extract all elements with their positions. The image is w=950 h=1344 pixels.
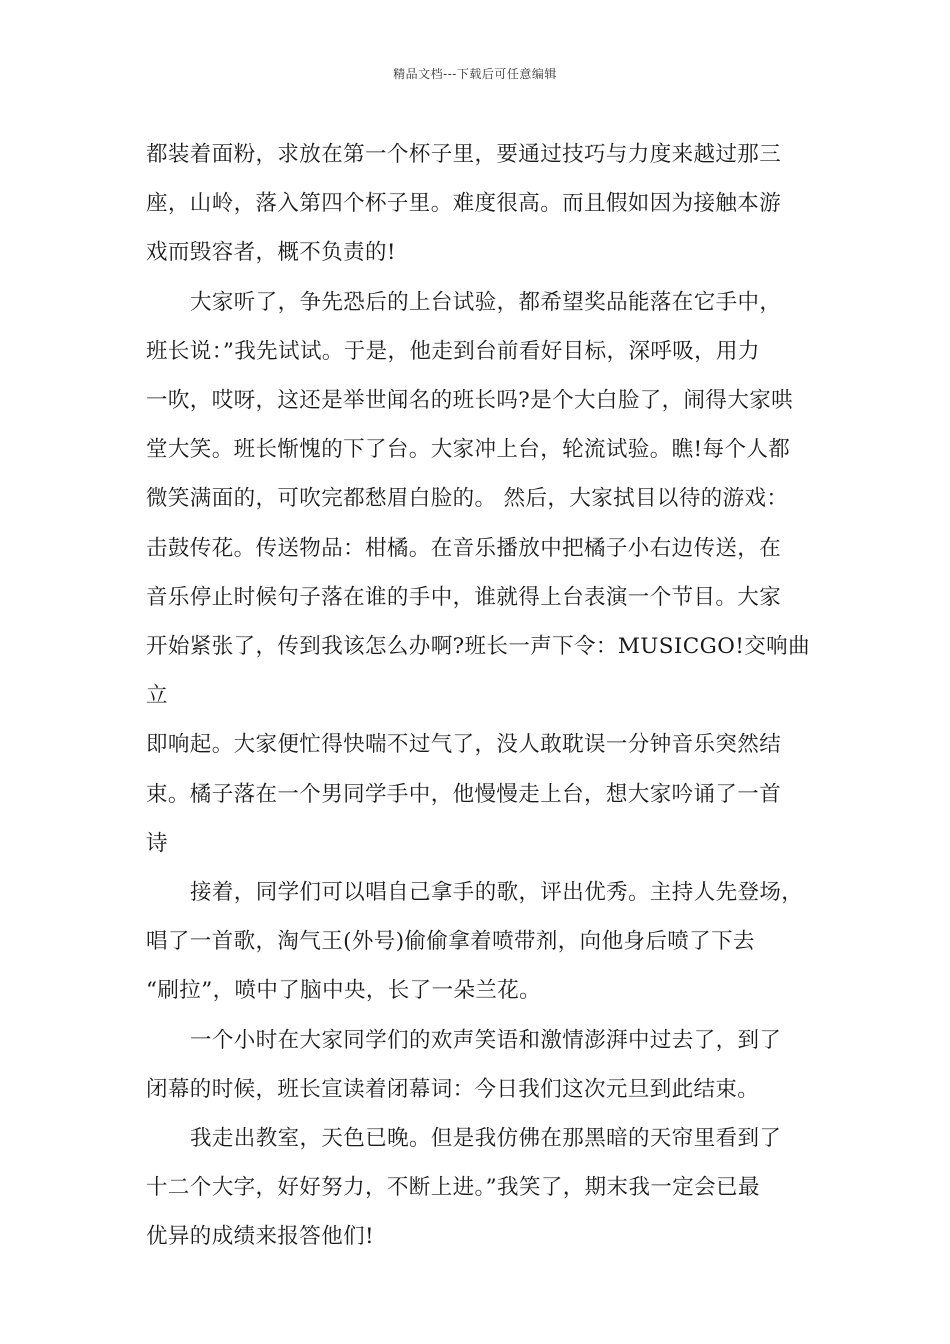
text-line: 唱了一首歌，淘气王(外号)偷偷拿着喷带剂，向他身后喷了下去 [146,929,755,955]
text-line: 即响起。大家便忙得快喘不过气了，没人敢耽误一分钟音乐突然结 [146,732,782,758]
paragraph [146,1114,810,1262]
text-line: 接着，同学们可以唱自己拿手的歌，评出优秀。主持人先登场， [190,880,804,906]
text-line: “刷拉”，喷中了脑中央，长了一朵兰花。 [146,978,542,1004]
text-line: 一吹，哎呀，这还是举世闻名的班长吗?是个大白脸了，闹得大家哄 [146,388,794,414]
text-line: 十二个大字，好好努力，不断上进。”我笑了，期末我一定会已最 [146,1175,760,1201]
text-line: 座，山岭，落入第四个杯子里。难度很高。而且假如因为接触本游 [146,191,782,217]
text-line: 戏而毁容者，概不负责的! [146,240,396,266]
text-line: 堂大笑。班长惭愧的下了台。大家冲上台，轮流试验。瞧!每个人都 [146,437,791,463]
text-line: 微笑满面的，可吹完都愁眉白脸的。 然后，大家拭目以待的游戏： [146,486,789,512]
text-line: 大家听了，争先恐后的上台试验，都希望奖品能落在它手中， [190,289,782,315]
text-line: 班长说：”我先试试。于是，他走到台前看好目标，深呼吸，用力 [146,338,760,364]
text-line: 击鼓传花。传送物品：柑橘。在音乐播放中把橘子小右边传送，在 [146,535,782,561]
text-line: 音乐停止时候句子落在谁的手中，谁就得上台表演一个节目。大家 [146,584,782,610]
text-line: 优异的成绩来报答他们! [146,1224,375,1250]
document-body [146,130,810,1262]
text-line: 一个小时在大家同学们的欢声笑语和激情澎湃中过去了，到了 [190,1027,782,1053]
paragraph [146,278,810,868]
text-line: 都装着面粉，求放在第一个杯子里，要通过技巧与力度来越过那三 [146,142,782,167]
page-header: 精品文档---下载后可任意编辑 [393,67,557,81]
text-line: 我走出教室，天色已晚。但是我仿佛在那黑暗的天帘里看到了 [190,1126,782,1152]
text-line: 束。橘子落在一个男同学手中，他慢慢走上台，想大家吟诵了一首 [146,781,782,807]
paragraph [146,130,810,278]
text-line: 开始紧张了，传到我该怎么办啊?班长一声下令：MUSICGO!交响曲立 [146,634,810,709]
paragraph [146,868,810,1016]
text-line: 诗 [146,830,168,856]
paragraph [146,1016,810,1114]
text-line: 闭幕的时候，班长宣读着闭幕词：今日我们这次元旦到此结束。 [146,1076,760,1102]
